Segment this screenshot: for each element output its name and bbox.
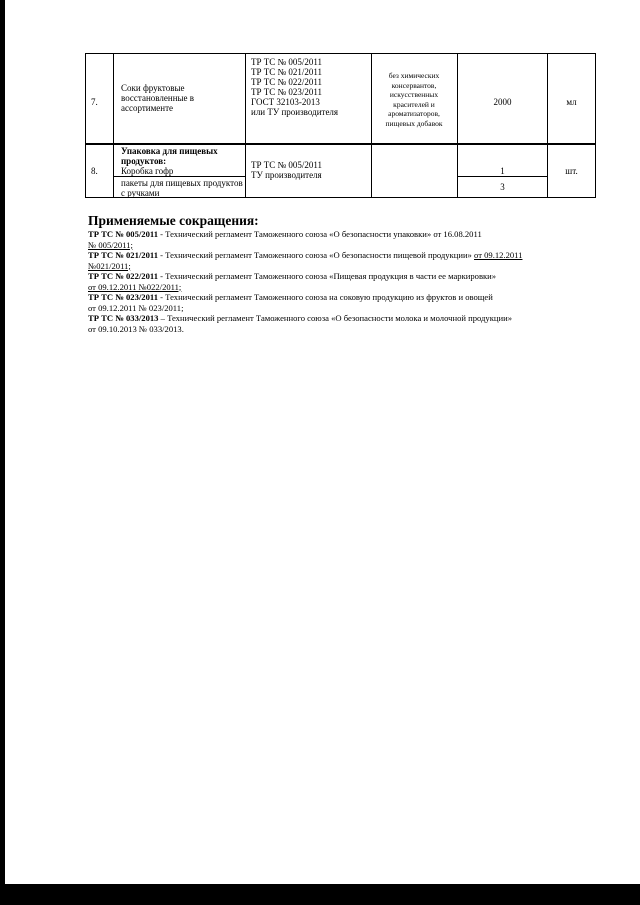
scan-bottom-edge — [0, 884, 640, 905]
row-number: 8. — [91, 166, 98, 176]
regulation-code: ТР ТС № 023/2011 — [88, 292, 158, 302]
regulation-description: – Технический регламент Таможенного союза «О безопасности молока и молочной продукции» — [158, 313, 512, 323]
product-name: Соки фруктовые восстановленные в ассортименте — [121, 83, 195, 113]
product-item: пакеты для пищевых продуктов с ручками — [121, 178, 243, 198]
abbreviation-item — [88, 229, 596, 250]
regulation-number: от 09.12.2011 №022/2011; — [88, 281, 182, 292]
regulation-line: или ТУ производителя — [251, 107, 339, 117]
regulation-line: ТР ТС № 005/2011 — [251, 160, 323, 170]
unit: шт. — [565, 166, 578, 176]
regulation-line: ГОСТ 32103-2013 — [251, 97, 320, 107]
regulation-code: ТР ТС № 033/2013 — [88, 313, 159, 323]
regulation-line: ТР ТС № 021/2011 — [251, 67, 323, 77]
regulation-line: ТУ производителя — [251, 170, 322, 180]
regulation-number: №021/2011; — [88, 260, 131, 271]
regulations-list — [251, 160, 369, 180]
regulation-description: - Технический регламент Таможенного союза «Пищевая продукция в части ее маркировки» — [158, 271, 497, 281]
product-name — [121, 146, 243, 176]
regulation-date: от 09.12.2011 — [474, 250, 523, 260]
abbreviations-title: Применяемые сокращения: — [88, 213, 259, 228]
regulation-code: ТР ТС № 022/2011 — [88, 271, 158, 281]
abbreviation-item — [88, 292, 596, 313]
product-item: Коробка гофр — [121, 166, 174, 176]
regulation-line: ТР ТС № 022/2011 — [251, 77, 323, 87]
regulation-description: - Технический регламент Таможенного союза «О безопасности пищевой продукции» — [158, 250, 472, 260]
regulation-line: ТР ТС № 023/2011 — [251, 87, 323, 97]
regulations-list — [251, 57, 369, 117]
regulation-number: от 09.12.2011 № 023/2011; — [88, 302, 184, 313]
abbreviations-section — [88, 213, 596, 334]
regulation-code: ТР ТС № 005/2011 — [88, 229, 158, 239]
regulation-line: ТР ТС № 005/2011 — [251, 57, 323, 67]
abbreviation-item — [88, 271, 596, 292]
regulation-description: - Технический регламент Таможенного союза «О безопасности упаковки» от 16.08.2011 — [158, 229, 482, 239]
row-number: 7. — [91, 97, 98, 107]
quantity: 3 — [500, 182, 505, 192]
unit: мл — [566, 97, 577, 107]
regulation-number: № 005/2011; — [88, 239, 133, 250]
regulation-code: ТР ТС № 021/2011 — [88, 250, 158, 260]
abbreviation-item — [88, 313, 596, 334]
abbreviation-item — [88, 250, 596, 271]
product-group-header: Упаковка для пищевых продуктов: — [121, 146, 218, 166]
regulation-description: - Технический регламент Таможенного союза на соковую продукцию из фруктов и овощей — [158, 292, 493, 302]
quantity: 1 — [500, 166, 505, 176]
product-table — [85, 53, 596, 198]
requirements-note: без химических консервантов, искусственных красителей и ароматизаторов, пищевых добавок — [385, 71, 443, 128]
regulation-number: от 09.10.2013 № 033/2013. — [88, 323, 184, 334]
scan-left-edge — [0, 0, 5, 905]
quantity: 2000 — [493, 97, 512, 107]
